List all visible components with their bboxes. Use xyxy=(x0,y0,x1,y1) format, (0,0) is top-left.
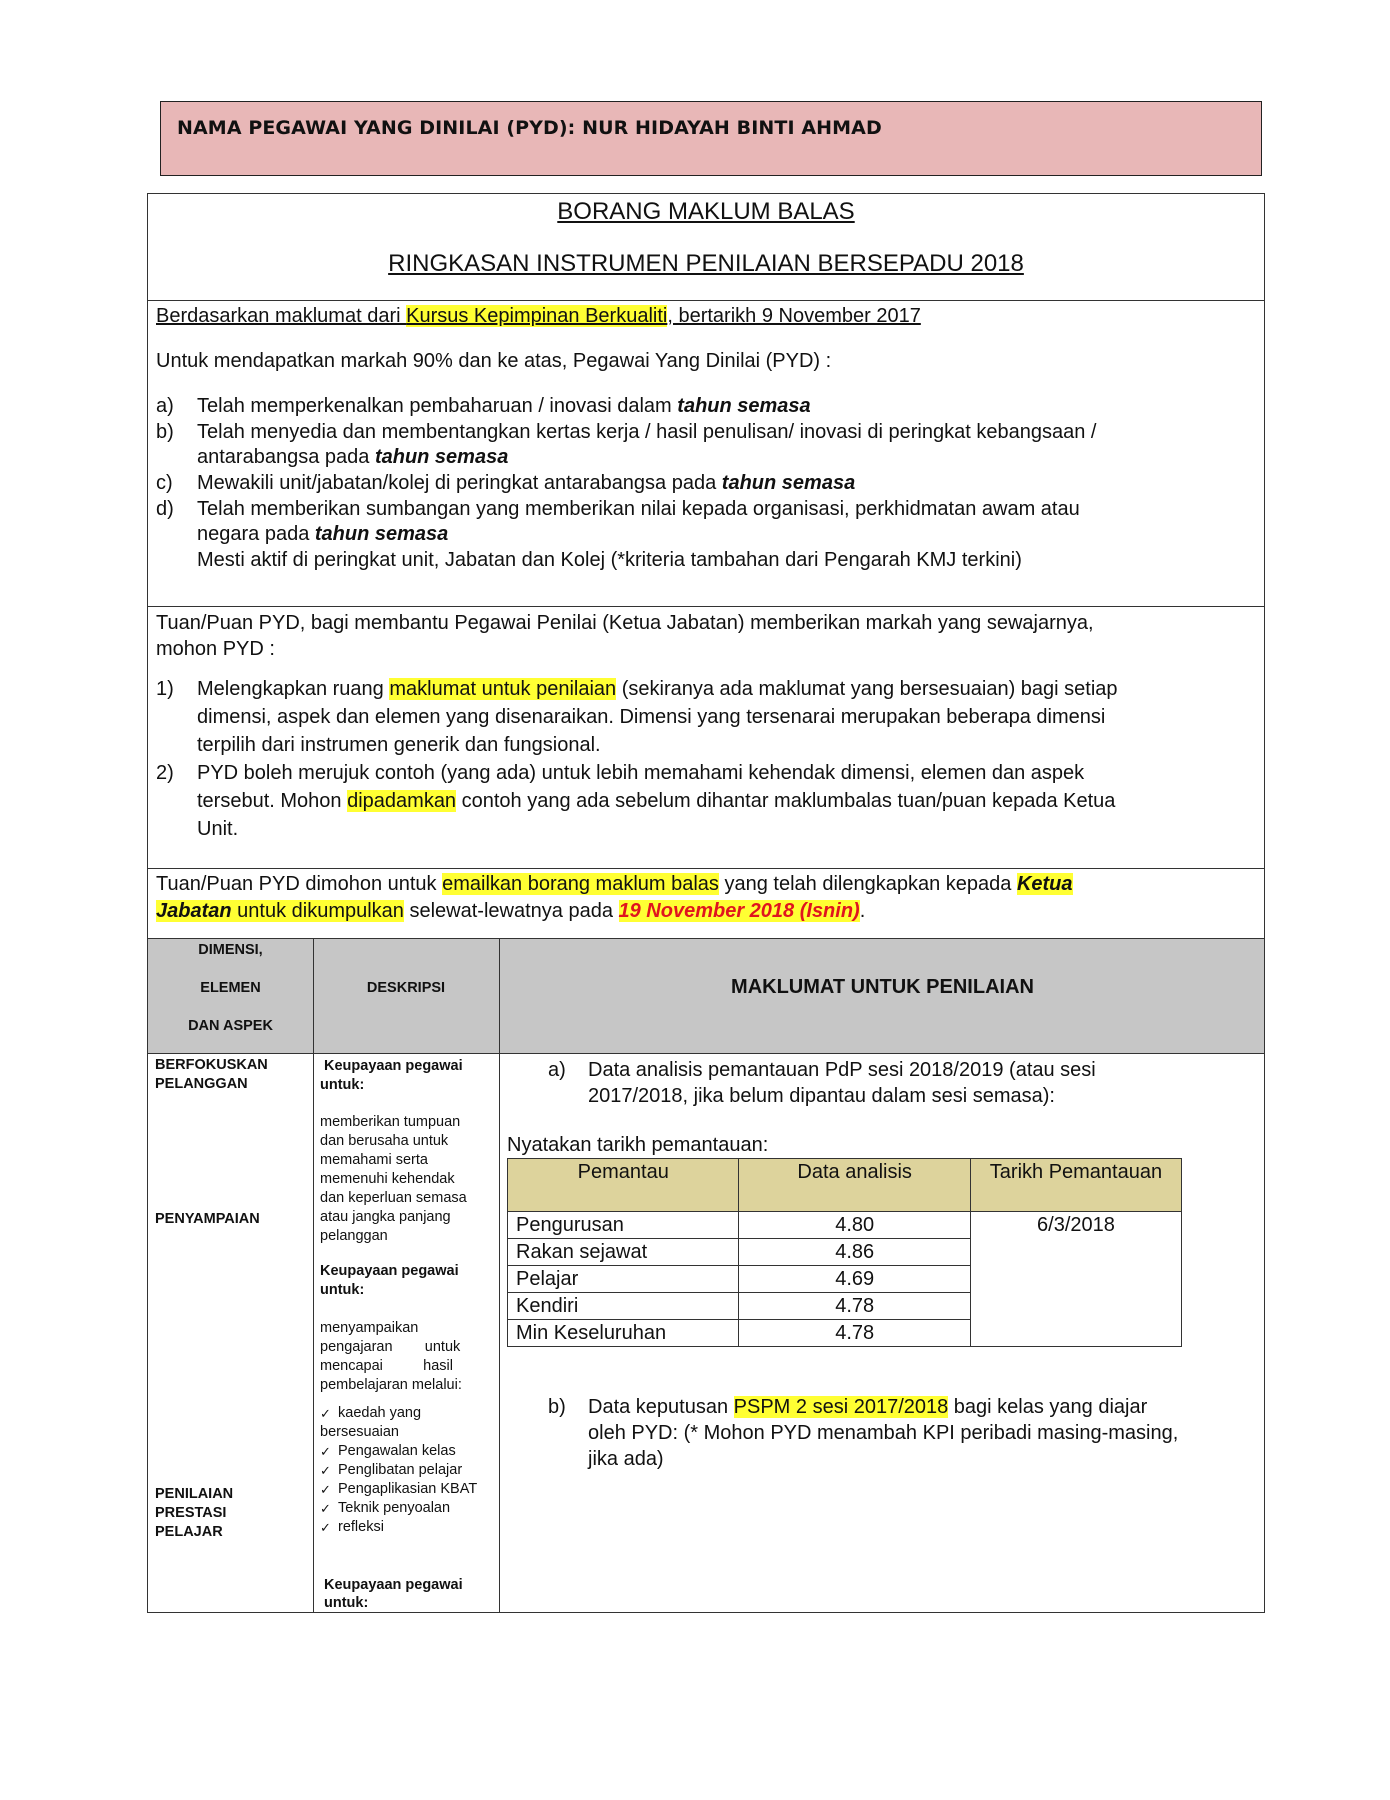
table-header-cell: Data analisis xyxy=(739,1159,970,1212)
criteria-item: Telah memperkenalkan pembaharuan / inovasi dalam tahun semasa xyxy=(197,395,811,417)
checklist-item-cont: bersesuaian xyxy=(320,1424,399,1440)
check-icon: ✓ xyxy=(320,1444,331,1459)
instruction-intro: Tuan/Puan PYD, bagi membantu Pegawai Penilai (Ketua Jabatan) memberikan markah yang sewajarnya, xyxy=(156,612,1094,634)
description-text: pembelajaran melalui: xyxy=(320,1377,462,1393)
column-divider xyxy=(313,938,314,1613)
deadline-date: 19 November 2018 (Isnin) xyxy=(618,900,860,922)
description-heading: Keupayaan pegawai xyxy=(324,1577,463,1593)
description-heading: untuk: xyxy=(320,1077,365,1093)
dimension-label: PENILAIAN xyxy=(155,1486,234,1502)
description-text: mencapai hasil xyxy=(320,1358,453,1374)
criteria-intro: Untuk mendapatkan markah 90% dan ke atas, Pegawai Yang Dinilai (PYD) : xyxy=(156,350,832,372)
data-item-b: Data keputusan PSPM 2 sesi 2017/2018 bagi kelas yang diajar xyxy=(588,1396,1148,1418)
check-icon: ✓ xyxy=(320,1463,331,1478)
divider xyxy=(148,606,1264,607)
divider xyxy=(148,868,1264,869)
description-text: memberikan tumpuan xyxy=(320,1114,461,1130)
checklist-item: ✓ Penglibatan pelajar xyxy=(320,1462,463,1478)
check-icon: ✓ xyxy=(320,1482,331,1497)
pemantau-cell: Pelajar xyxy=(508,1266,739,1293)
data-item-a-cont: 2017/2018, jika belum dipantau dalam sesi semasa): xyxy=(588,1085,1055,1107)
description-text: atau jangka panjang xyxy=(320,1209,451,1225)
table-header-cell: Tarikh Pemantauan xyxy=(970,1159,1181,1212)
check-icon: ✓ xyxy=(320,1520,331,1535)
check-icon: ✓ xyxy=(320,1501,331,1516)
form-title: BORANG MAKLUM BALAS xyxy=(557,198,855,225)
description-heading: untuk: xyxy=(324,1595,369,1611)
list-label: b) xyxy=(156,421,174,443)
pemantau-cell: Kendiri xyxy=(508,1293,739,1320)
description-text: menyampaikan xyxy=(320,1320,419,1336)
check-icon: ✓ xyxy=(320,1406,331,1421)
assessee-name-label: NAMA PEGAWAI YANG DINILAI (PYD): NUR HIDAYAH BINTI AHMAD xyxy=(177,117,882,139)
criteria-item-cont: antarabangsa pada tahun semasa xyxy=(197,446,509,468)
submission-note: Tuan/Puan PYD dimohon untuk emailkan borang maklum balas yang telah dilengkapkan kepada Ketua xyxy=(156,873,1073,895)
description-heading: Keupayaan pegawai xyxy=(320,1263,459,1279)
list-label: a) xyxy=(156,395,174,417)
description-text: dan berusaha untuk xyxy=(320,1133,449,1149)
instruction-item: PYD boleh merujuk contoh (yang ada) untuk lebih memahami kehendak dimensi, elemen dan aspek xyxy=(197,762,1085,784)
list-label: d) xyxy=(156,498,174,520)
feedback-form xyxy=(147,193,1265,1613)
instruction-item-cont: tersebut. Mohon dipadamkan contoh yang ada sebelum dihantar maklumbalas tuan/puan kepada Ketua xyxy=(197,790,1116,812)
instruction-item-cont: dimensi, aspek dan elemen yang disenaraikan. Dimensi yang tersenarai merupakan beberapa dimensi xyxy=(197,706,1106,728)
list-label: b) xyxy=(548,1396,566,1418)
checklist-item: ✓ Pengawalan kelas xyxy=(320,1443,456,1459)
criteria-item: Telah memberikan sumbangan yang memberikan nilai kepada organisasi, perkhidmatan awam atau xyxy=(197,498,1080,520)
data-item-a: Data analisis pemantauan PdP sesi 2018/2019 (atau sesi xyxy=(588,1059,1096,1081)
source-line: Berdasarkan maklumat dari Kursus Kepimpinan Berkualiti, bertarikh 9 November 2017 xyxy=(156,305,921,327)
description-text: pelanggan xyxy=(320,1228,388,1244)
dimension-label: PELAJAR xyxy=(155,1524,223,1540)
description-heading: Keupayaan pegawai xyxy=(324,1058,463,1074)
header-maklumat: MAKLUMAT UNTUK PENILAIAN xyxy=(731,976,1034,998)
table-header-row xyxy=(508,1159,1182,1212)
form-subtitle: RINGKASAN INSTRUMEN PENILAIAN BERSEPADU 2018 xyxy=(388,250,1024,277)
course-name: Kursus Kepimpinan Berkualiti xyxy=(406,305,668,327)
instruction-item-cont: terpilih dari instrumen generik dan fungsional. xyxy=(197,734,601,756)
checklist-item: ✓ Pengaplikasian KBAT xyxy=(320,1481,478,1497)
list-label: 1) xyxy=(156,678,174,700)
criteria-item-cont: negara pada tahun semasa xyxy=(197,523,449,545)
instruction-item: Melengkapkan ruang maklumat untuk penilaian (sekiranya ada maklumat yang bersesuaian) bagi setiap xyxy=(197,678,1118,700)
table-row xyxy=(508,1212,1182,1239)
header-dimensi: DIMENSI, xyxy=(198,942,263,958)
header-elemen: ELEMEN xyxy=(200,980,261,996)
divider xyxy=(148,300,1264,301)
data-cell: 4.69 xyxy=(739,1266,970,1293)
criteria-item: Mewakili unit/jabatan/kolej di peringkat antarabangsa pada tahun semasa xyxy=(197,472,856,494)
description-text: memenuhi kehendak xyxy=(320,1171,455,1187)
header-aspek: DAN ASPEK xyxy=(188,1018,273,1034)
data-item-b-cont: oleh PYD: (* Mohon PYD menambah KPI peribadi masing-masing, xyxy=(588,1422,1179,1444)
description-heading: untuk: xyxy=(320,1282,365,1298)
instruction-intro-cont: mohon PYD : xyxy=(156,638,275,660)
data-item-b-cont: jika ada) xyxy=(588,1448,664,1470)
description-text: dan keperluan semasa xyxy=(320,1190,467,1206)
checklist-item: ✓ Teknik penyoalan xyxy=(320,1500,451,1516)
date-prompt: Nyatakan tarikh pemantauan: xyxy=(507,1134,769,1156)
assessee-name-box xyxy=(160,101,1262,176)
dimension-label: BERFOKUSKAN xyxy=(155,1057,268,1073)
checklist-item: ✓ refleksi xyxy=(320,1519,384,1535)
pemantau-cell: Pengurusan xyxy=(508,1212,739,1239)
table-header-cell: Pemantau xyxy=(508,1159,739,1212)
data-cell: 4.78 xyxy=(739,1293,970,1320)
instruction-item-cont: Unit. xyxy=(197,818,239,840)
monitoring-table xyxy=(507,1158,1182,1347)
list-label: a) xyxy=(548,1059,566,1081)
dimension-label: PENYAMPAIAN xyxy=(155,1211,260,1227)
data-cell: 4.80 xyxy=(739,1212,970,1239)
checklist-item: ✓ kaedah yang xyxy=(320,1405,422,1421)
data-cell: 4.78 xyxy=(739,1320,970,1347)
description-text: pengajaran untuk xyxy=(320,1339,461,1355)
list-label: 2) xyxy=(156,762,174,784)
divider xyxy=(148,938,1264,939)
column-divider xyxy=(499,938,500,1613)
submission-note-cont: Jabatan untuk dikumpulkan selewat-lewatnya pada 19 November 2018 (Isnin). xyxy=(156,900,866,922)
criteria-note: Mesti aktif di peringkat unit, Jabatan dan Kolej (*kriteria tambahan dari Pengarah KMJ terkini) xyxy=(197,549,1022,571)
description-text: memahami serta xyxy=(320,1152,428,1168)
tarikh-cell: 6/3/2018 xyxy=(970,1212,1181,1347)
header-deskripsi: DESKRIPSI xyxy=(366,980,446,996)
dimension-label: PRESTASI xyxy=(155,1505,227,1521)
pemantau-cell: Min Keseluruhan xyxy=(508,1320,739,1347)
list-label: c) xyxy=(156,472,173,494)
data-cell: 4.86 xyxy=(739,1239,970,1266)
dimension-label: PELANGGAN xyxy=(155,1076,248,1092)
divider xyxy=(148,1053,1264,1054)
criteria-item: Telah menyedia dan membentangkan kertas kerja / hasil penulisan/ inovasi di peringkat kebangsaan / xyxy=(197,421,1097,443)
pemantau-cell: Rakan sejawat xyxy=(508,1239,739,1266)
